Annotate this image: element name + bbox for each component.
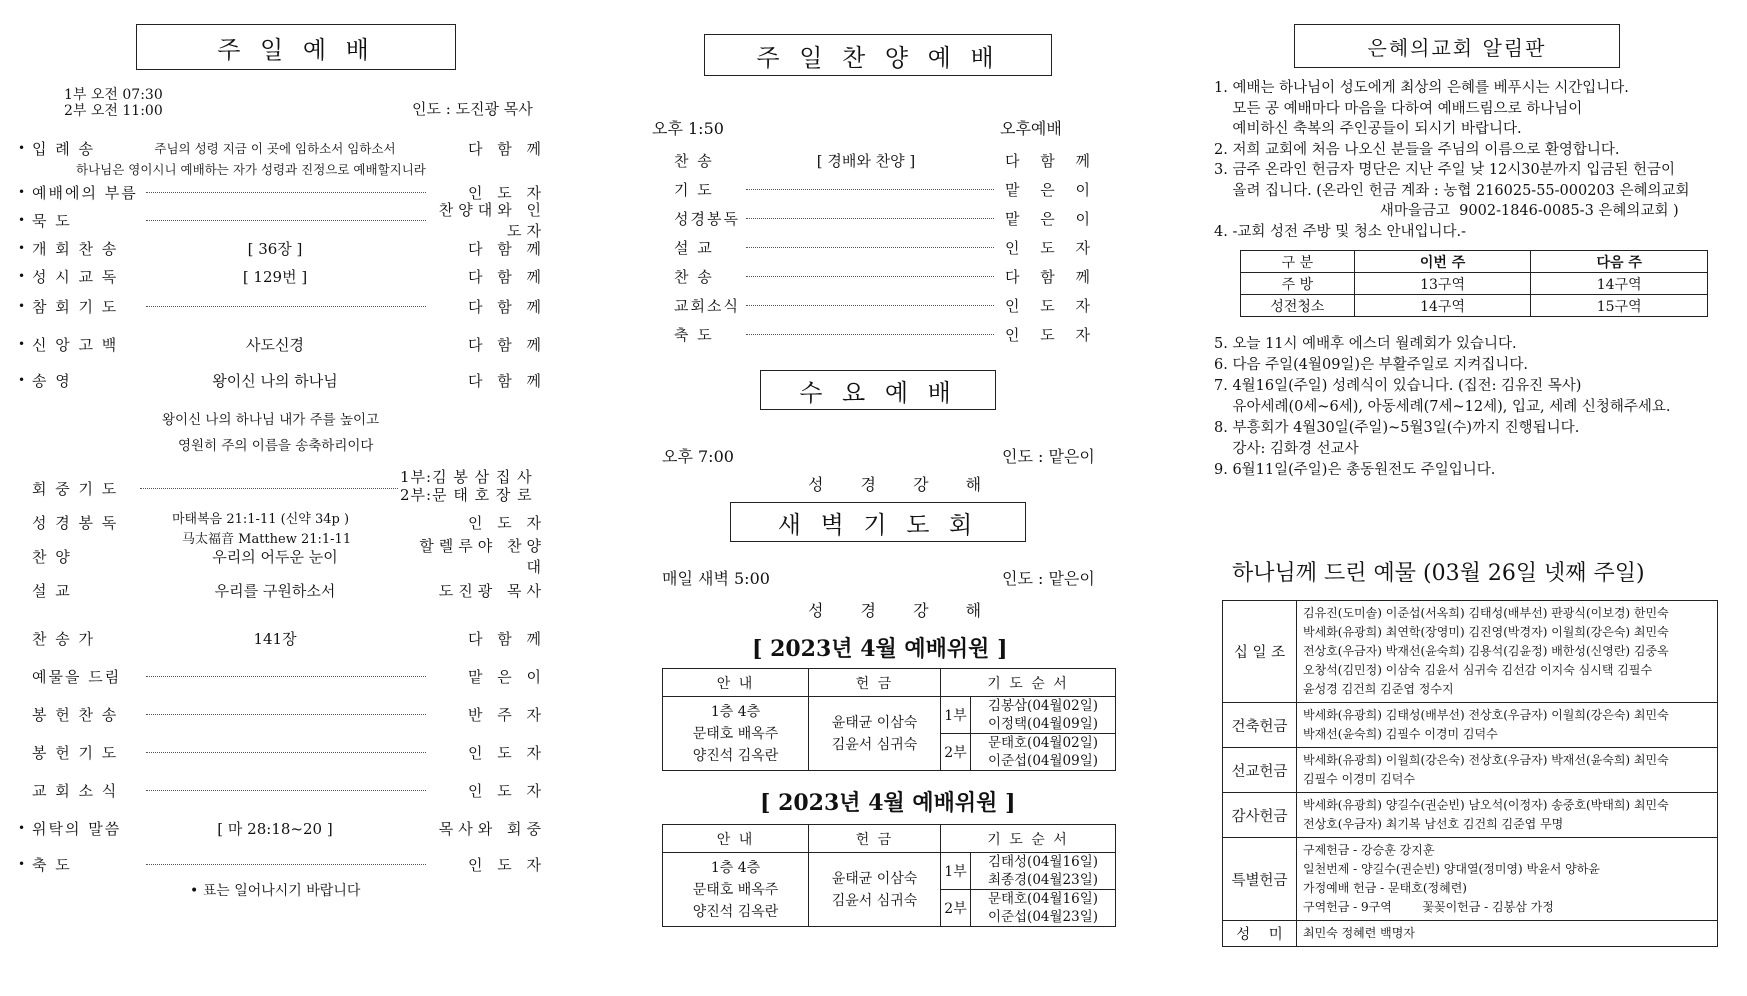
dot-leader bbox=[746, 305, 994, 306]
announcement-line: 유아세례(0세~6세), 아동세례(7세~12세), 입교, 세례 신청해주세요. bbox=[1214, 399, 1671, 415]
item-detail: 우리를 구원하소서 bbox=[214, 581, 336, 600]
dot-leader bbox=[146, 714, 426, 715]
wednesday-leader: 인도 : 맡은이 bbox=[1002, 447, 1095, 466]
afternoon-time: 오후 1:50 bbox=[652, 119, 724, 138]
item-person: 인 도 자 bbox=[467, 743, 546, 762]
item-label: 봉 헌 찬 송 bbox=[32, 705, 119, 724]
prayer-cell bbox=[971, 697, 1116, 734]
worship-item bbox=[18, 740, 546, 764]
offering-line: 최민숙 정혜련 백명자 bbox=[1303, 926, 1415, 940]
table-cell: 주 방 bbox=[1241, 273, 1355, 295]
worship-committee-title-1: [ 2023년 4월 예배위원 ] bbox=[752, 636, 1008, 662]
worship-item bbox=[18, 510, 546, 534]
item-label: 교 회 소 식 bbox=[32, 781, 119, 800]
table-row bbox=[1223, 921, 1718, 947]
bulletin-board-title: 은혜의교회 알림판 bbox=[1294, 24, 1620, 68]
header-cell: 안 내 bbox=[663, 825, 809, 853]
scripture-ref-chinese: 马太福音 Matthew 21:1-11 bbox=[182, 532, 352, 547]
item-label: 찬 송 bbox=[674, 151, 714, 170]
announcement-line: 새마을금고 9002-1846-0085-3 은혜의교회 ) bbox=[1214, 203, 1679, 219]
header-cell: 다음 주 bbox=[1531, 251, 1708, 273]
item-label: 예배에의 부름 bbox=[32, 183, 138, 202]
entrance-hymn-line2: 하나님은 영이시니 예배하는 자가 성령과 진정으로 예배할지니라 bbox=[76, 162, 426, 177]
standing-mark: • bbox=[18, 185, 26, 199]
item-label: 신 앙 고 백 bbox=[32, 335, 119, 354]
worship-item bbox=[18, 578, 546, 602]
service-num: 1부 bbox=[941, 853, 971, 890]
announcement-line: 9. 6월11일(주일)은 총동원전도 주일입니다. bbox=[1214, 462, 1496, 478]
usher-line: 양진석 김옥란 bbox=[692, 747, 779, 764]
dot-leader bbox=[746, 276, 994, 277]
announcement-line: 3. 금주 온라인 헌금자 명단은 지난 주일 낮 12시30분까지 입금된 헌금이 bbox=[1214, 162, 1676, 178]
usher-cell bbox=[663, 853, 809, 927]
dawn-time: 매일 새벽 5:00 bbox=[662, 569, 770, 588]
item-label: 성 시 교 독 bbox=[32, 267, 119, 286]
wednesday-service-title: 수 요 예 배 bbox=[760, 370, 996, 410]
dawn-sub: 성 경 강 해 bbox=[808, 601, 998, 620]
prayer-line: 이준섭(04월09일) bbox=[987, 753, 1099, 769]
header-cell: 기 도 순 서 bbox=[941, 825, 1116, 853]
dawn-leader: 인도 : 맡은이 bbox=[1002, 569, 1095, 588]
standing-mark: • bbox=[18, 857, 26, 871]
offering-names bbox=[1297, 921, 1718, 947]
announcement-line: 2. 저희 교회에 처음 나오신 분들을 주님의 이름으로 환영합니다. bbox=[1214, 141, 1620, 158]
announcement-line: 6. 다음 주일(4월09일)은 부활주일로 지켜집니다. bbox=[1214, 357, 1528, 373]
header-cell: 구 분 bbox=[1241, 251, 1355, 273]
offering-cell bbox=[809, 853, 941, 927]
service-num: 1부 bbox=[941, 697, 971, 734]
item-label: 송 영 bbox=[32, 371, 72, 390]
table-cell: 15구역 bbox=[1531, 295, 1708, 317]
table-cell: 14구역 bbox=[1354, 295, 1531, 317]
header-cell: 헌 금 bbox=[809, 669, 941, 697]
item-person: 찬양대와 인도자 bbox=[438, 201, 546, 240]
item-detail: [ 경배와 찬양 ] bbox=[816, 151, 916, 170]
worship-item bbox=[18, 136, 546, 160]
item-person: 인 도 자 bbox=[1004, 296, 1098, 315]
item-label: 기 도 bbox=[674, 180, 714, 199]
prayer-line: 김봉삼(04월02일) bbox=[987, 698, 1099, 714]
offering-title: 하나님께 드린 예물 (03월 26일 넷째 주일) bbox=[1232, 561, 1645, 586]
item-label: 성경봉독 bbox=[674, 209, 740, 228]
standing-note: • 표는 일어나시기 바랍니다 bbox=[190, 883, 361, 899]
worship-item bbox=[18, 332, 546, 356]
header-cell: 이번 주 bbox=[1354, 251, 1531, 273]
offering-line: 김윤서 심귀숙 bbox=[831, 892, 918, 909]
item-label: 설 교 bbox=[674, 238, 714, 257]
table-row bbox=[663, 697, 1116, 734]
worship-item bbox=[18, 664, 546, 688]
item-label: 입 례 송 bbox=[32, 139, 96, 158]
wednesday-sub: 성 경 강 해 bbox=[808, 475, 998, 494]
item-person: 다 함 께 bbox=[467, 267, 546, 286]
dawn-prayer-title: 새 벽 기 도 회 bbox=[730, 502, 1026, 542]
item-label: 축 도 bbox=[32, 855, 72, 874]
table-cell: 성전청소 bbox=[1241, 295, 1355, 317]
item-label: 위탁의 말씀 bbox=[32, 819, 122, 838]
item-person: 도진광 목사 bbox=[438, 581, 546, 600]
afternoon-item bbox=[674, 177, 1098, 201]
service-time-2: 2부 오전 11:00 bbox=[64, 103, 163, 119]
announcement-line: 올려 집니다. (온라인 헌금 계좌 : 농협 216025-55-000203 은혜의교회 bbox=[1214, 182, 1690, 199]
offering-line: 김윤서 심귀숙 bbox=[831, 736, 918, 753]
dot-leader bbox=[146, 192, 426, 193]
dot-leader bbox=[146, 864, 426, 865]
usher-line: 문태호 배옥주 bbox=[692, 725, 779, 742]
announcement-line: 7. 4월16일(주일) 성례식이 있습니다. (집전: 김유진 목사) bbox=[1214, 378, 1582, 394]
item-person: 다 함 께 bbox=[467, 239, 546, 258]
wednesday-time: 오후 7:00 bbox=[662, 447, 734, 466]
standing-mark: • bbox=[18, 821, 26, 835]
item-person: 다 함 께 bbox=[467, 297, 546, 316]
standing-mark: • bbox=[18, 241, 26, 255]
offering-line: 윤태균 이삼숙 bbox=[831, 870, 918, 887]
offering-category: 감사헌금 bbox=[1223, 793, 1297, 838]
item-label: 교회소식 bbox=[674, 296, 740, 315]
table-row bbox=[1223, 838, 1718, 921]
item-detail: 주님의 성령 지금 이 곳에 임하소서 임하소서 bbox=[154, 141, 396, 156]
item-person: 다 함 께 bbox=[1004, 267, 1098, 286]
table-cell: 14구역 bbox=[1531, 273, 1708, 295]
table-cell: 13구역 bbox=[1354, 273, 1531, 295]
worship-committee-table-1 bbox=[662, 668, 1116, 771]
dot-leader bbox=[146, 676, 426, 677]
usher-line: 1층 4층 bbox=[710, 859, 761, 876]
table-row bbox=[1223, 703, 1718, 748]
dot-leader bbox=[746, 334, 994, 335]
doxology-lyric-1: 왕이신 나의 하나님 내가 주를 높이고 bbox=[162, 412, 380, 428]
standing-mark: • bbox=[18, 269, 26, 283]
worship-item bbox=[18, 236, 546, 260]
item-person: 맡 은 이 bbox=[467, 667, 546, 686]
item-person: 인 도 자 bbox=[467, 781, 546, 800]
worship-committee-title-2: [ 2023년 4월 예배위원 ] bbox=[760, 790, 1016, 816]
prayer-leader-1: 1부:김 봉 삼 집 사 bbox=[400, 468, 533, 486]
offering-category: 성 미 bbox=[1223, 921, 1297, 947]
offering-names bbox=[1297, 703, 1718, 748]
worship-item bbox=[18, 852, 546, 876]
prayer-line: 최종경(04월23일) bbox=[987, 872, 1099, 888]
worship-item bbox=[18, 626, 546, 650]
offering-line: 박세화(유광희) 최연학(장영미) 김진영(박경자) 이월희(강은숙) 최민숙 bbox=[1303, 625, 1669, 639]
offering-line: 김필수 이경미 김덕수 bbox=[1303, 772, 1415, 786]
prayer-line: 이준섭(04월23일) bbox=[987, 909, 1099, 925]
table-row bbox=[1223, 601, 1718, 703]
header-cell: 안 내 bbox=[663, 669, 809, 697]
standing-mark: • bbox=[18, 373, 26, 387]
item-detail: 141장 bbox=[253, 629, 297, 648]
announcements-1 bbox=[1214, 78, 1690, 242]
offering-line: 박세화(유광희) 김태성(배부선) 전상호(우금자) 이월희(강은숙) 최민숙 bbox=[1303, 708, 1669, 722]
afternoon-item bbox=[674, 148, 1098, 172]
offering-names bbox=[1297, 793, 1718, 838]
announcements-2 bbox=[1214, 334, 1671, 481]
service-time-1: 1부 오전 07:30 bbox=[64, 87, 163, 103]
worship-item bbox=[18, 264, 546, 288]
item-person: 인 도 자 bbox=[1004, 325, 1098, 344]
announcement-line: 예비하신 축복의 주인공들이 되시기 바랍니다. bbox=[1214, 121, 1522, 137]
announcement-line: 4. -교회 성전 주방 및 청소 안내입니다.- bbox=[1214, 223, 1466, 240]
item-person: 맡 은 이 bbox=[1004, 180, 1098, 199]
announcement-line: 모든 공 예배마다 마음을 다하여 예배드림으로 하나님이 bbox=[1214, 100, 1583, 117]
dot-leader bbox=[146, 752, 426, 753]
item-person: 다 함 께 bbox=[467, 335, 546, 354]
afternoon-item bbox=[674, 235, 1098, 259]
dot-leader bbox=[746, 189, 994, 190]
usher-line: 양진석 김옥란 bbox=[692, 903, 779, 920]
worship-item bbox=[18, 778, 546, 802]
table-header bbox=[1241, 251, 1708, 273]
usher-line: 문태호 배옥주 bbox=[692, 881, 779, 898]
offering-names bbox=[1297, 601, 1718, 703]
dot-leader bbox=[746, 247, 994, 248]
table-row bbox=[1223, 748, 1718, 793]
worship-item bbox=[18, 702, 546, 726]
congregation-prayer: 회 중 기 도 bbox=[32, 476, 542, 500]
announcement-line: 8. 부흥회가 4월30일(주일)~5월3일(수)까지 진행됩니다. bbox=[1214, 420, 1580, 436]
item-person: 목사와 회중 bbox=[438, 819, 546, 838]
table-row bbox=[663, 853, 1116, 890]
standing-mark: • bbox=[18, 337, 26, 351]
item-person: 반 주 자 bbox=[467, 705, 546, 724]
offering-line: 전상호(우금자) 박재선(윤숙희) 김용석(김윤정) 배한성(신영란) 김중옥 bbox=[1303, 644, 1669, 658]
item-person: 다 함 께 bbox=[467, 629, 546, 648]
service-num: 2부 bbox=[941, 734, 971, 771]
offering-line: 전상호(우금자) 최기복 남선호 김건희 김준엽 무명 bbox=[1303, 817, 1564, 831]
scripture-ref: 마태복음 21:1-11 (신약 34p ) bbox=[172, 512, 350, 527]
prayer-cell bbox=[971, 890, 1116, 927]
item-detail: 사도신경 bbox=[246, 335, 304, 354]
cleaning-schedule-table bbox=[1240, 250, 1708, 317]
item-person: 다 함 께 bbox=[467, 371, 546, 390]
dot-leader bbox=[146, 790, 426, 791]
worship-item bbox=[18, 368, 546, 392]
doxology-lyric-2: 영원히 주의 이름을 송축하리이다 bbox=[178, 438, 374, 454]
item-detail: [ 마 28:18~20 ] bbox=[217, 819, 333, 838]
announcement-line: 5. 오늘 11시 예배후 에스더 월례회가 있습니다. bbox=[1214, 336, 1517, 352]
offering-category: 선교헌금 bbox=[1223, 748, 1297, 793]
item-label: 개 회 찬 송 bbox=[32, 239, 119, 258]
offering-line: 김유진(도미솔) 이준섭(서옥희) 김태성(배부선) 판광식(이보경) 한민숙 bbox=[1303, 606, 1669, 620]
prayer-line: 문태호(04월16일) bbox=[987, 891, 1099, 907]
table-header bbox=[663, 669, 1116, 697]
worship-committee-table-2 bbox=[662, 824, 1116, 927]
item-detail: [ 129번 ] bbox=[242, 267, 308, 286]
standing-mark: • bbox=[18, 299, 26, 313]
item-person: 다 함 께 bbox=[1004, 151, 1098, 170]
item-detail: [ 36장 ] bbox=[247, 239, 303, 258]
item-label: 봉 헌 기 도 bbox=[32, 743, 119, 762]
header-cell: 기 도 순 서 bbox=[941, 669, 1116, 697]
item-person: 인 도 자 bbox=[467, 855, 546, 874]
item-label: 찬 송 bbox=[674, 267, 714, 286]
offering-category: 십 일 조 bbox=[1223, 601, 1297, 703]
item-label: 찬 송 가 bbox=[32, 629, 96, 648]
offering-category: 건축헌금 bbox=[1223, 703, 1297, 748]
offering-cell bbox=[809, 697, 941, 771]
announcement-line: 1. 예배는 하나님이 성도에게 최상의 은혜를 베푸시는 시간입니다. bbox=[1214, 80, 1629, 96]
offering-line: 가정예배 헌금 - 문태호(정혜련) bbox=[1303, 881, 1467, 895]
worship-item bbox=[18, 201, 546, 240]
service-leader: 인도 : 도진광 목사 bbox=[412, 100, 533, 118]
item-detail: 우리의 어두운 눈이 bbox=[212, 547, 338, 566]
prayer-line: 김태성(04월16일) bbox=[987, 854, 1099, 870]
offering-line: 일천번제 - 양길수(권순빈) 양대열(정미영) 박윤서 양하윤 bbox=[1303, 862, 1600, 876]
item-label: 묵 도 bbox=[32, 211, 72, 230]
item-label: 참 회 기 도 bbox=[32, 297, 119, 316]
afternoon-item bbox=[674, 322, 1098, 346]
item-label: 축 도 bbox=[674, 325, 714, 344]
dot-leader bbox=[746, 218, 994, 219]
item-label: 설 교 bbox=[32, 581, 72, 600]
offering-line: 구제헌금 - 강승훈 강지훈 bbox=[1303, 843, 1435, 857]
offering-names bbox=[1297, 838, 1718, 921]
afternoon-type: 오후예배 bbox=[1000, 119, 1062, 138]
usher-cell bbox=[663, 697, 809, 771]
prayer-leader-2: 2부:문 태 호 장 로 bbox=[400, 486, 533, 504]
offering-line: 박재선(윤숙희) 김필수 이경미 김덕수 bbox=[1303, 727, 1498, 741]
item-label: 성 경 봉 독 bbox=[32, 513, 119, 532]
table-row bbox=[1241, 273, 1708, 295]
prayer-cell bbox=[971, 853, 1116, 890]
offering-line: 박세화(유광희) 양길수(권순빈) 남오석(이정자) 송중호(박태희) 최민숙 bbox=[1303, 798, 1669, 812]
service-num: 2부 bbox=[941, 890, 971, 927]
table-row bbox=[1241, 295, 1708, 317]
offering-line: 박세화(유광희) 이월희(강은숙) 전상호(우금자) 박재선(윤숙희) 최민숙 bbox=[1303, 753, 1669, 767]
offering-category: 특별헌금 bbox=[1223, 838, 1297, 921]
prayer-line: 이정택(04월09일) bbox=[987, 716, 1099, 732]
item-person: 맡 은 이 bbox=[1004, 209, 1098, 228]
announcement-line: 강사: 김화경 선교사 bbox=[1214, 441, 1359, 457]
offering-line: 윤태균 이삼숙 bbox=[831, 714, 918, 731]
usher-line: 1층 4층 bbox=[710, 703, 761, 720]
item-person: 인 도 자 bbox=[467, 513, 546, 532]
afternoon-item bbox=[674, 206, 1098, 230]
prayer-cell bbox=[971, 734, 1116, 771]
dot-leader bbox=[146, 220, 426, 221]
worship-item bbox=[18, 816, 546, 840]
sunday-service-title: 주 일 예 배 bbox=[136, 24, 456, 70]
item-detail: 왕이신 나의 하나님 bbox=[212, 371, 338, 390]
offering-line: 윤성경 김건희 김준엽 정수지 bbox=[1303, 682, 1454, 696]
offering-line: 구역헌금 - 9구역 꽃꽂이헌금 - 김봉삼 가정 bbox=[1303, 900, 1554, 914]
standing-mark: • bbox=[18, 213, 26, 227]
standing-mark: • bbox=[18, 141, 26, 155]
item-person: 다 함 께 bbox=[467, 139, 546, 158]
worship-item bbox=[18, 294, 546, 318]
offering-table bbox=[1222, 600, 1718, 947]
item-label: 찬 양 bbox=[32, 547, 72, 566]
prayer-line: 문태호(04월02일) bbox=[987, 735, 1099, 751]
table-row bbox=[1223, 793, 1718, 838]
afternoon-item bbox=[674, 264, 1098, 288]
item-person: 할렐루야 찬양대 bbox=[419, 537, 546, 576]
afternoon-item bbox=[674, 293, 1098, 317]
item-person: 인 도 자 bbox=[467, 183, 546, 202]
item-label: 예물을 드림 bbox=[32, 667, 122, 686]
afternoon-service-title: 주 일 찬 양 예 배 bbox=[704, 34, 1052, 76]
header-cell: 헌 금 bbox=[809, 825, 941, 853]
offering-line: 오창석(김민정) 이삼숙 김윤서 심귀숙 김선감 이지숙 심시택 김필수 bbox=[1303, 663, 1653, 677]
offering-names bbox=[1297, 748, 1718, 793]
dot-leader bbox=[146, 306, 426, 307]
table-header bbox=[663, 825, 1116, 853]
item-person: 인 도 자 bbox=[1004, 238, 1098, 257]
